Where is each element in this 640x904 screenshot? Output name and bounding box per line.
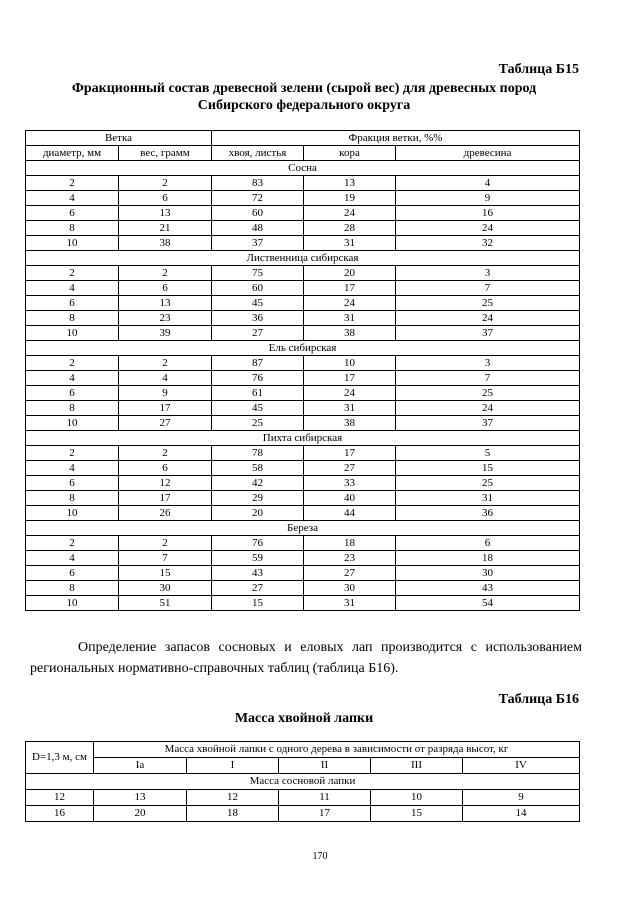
header-weight: вес, грамм xyxy=(119,146,212,161)
table-row xyxy=(26,476,580,491)
table-cell: 16 xyxy=(26,806,94,822)
table-cell: 10 xyxy=(26,236,119,251)
table-cell: 12 xyxy=(119,476,212,491)
table-cell: 15 xyxy=(396,461,580,476)
table-cell: 10 xyxy=(371,790,463,806)
table-cell: 21 xyxy=(119,221,212,236)
table-cell: 24 xyxy=(304,206,396,221)
table-b15 xyxy=(25,130,580,611)
table-cell: 36 xyxy=(396,506,580,521)
table-cell: 37 xyxy=(396,326,580,341)
table-row xyxy=(26,281,580,296)
table-cell: 20 xyxy=(212,506,304,521)
group-name: Ель сибирская xyxy=(26,341,580,356)
table-cell: 10 xyxy=(26,506,119,521)
table-b16 xyxy=(25,741,580,822)
table-cell: 30 xyxy=(119,581,212,596)
header-branch: Ветка xyxy=(26,131,212,146)
table-cell: 6 xyxy=(396,536,580,551)
table-cell: 7 xyxy=(396,371,580,386)
table-cell: 2 xyxy=(119,446,212,461)
table-b15-title xyxy=(25,80,583,114)
table-cell: 13 xyxy=(304,176,396,191)
group-row xyxy=(26,251,580,266)
table-row xyxy=(26,506,580,521)
table-cell: 24 xyxy=(396,401,580,416)
table-cell: 15 xyxy=(371,806,463,822)
table-row xyxy=(26,386,580,401)
table-b15-title-line1: Фракционный состав древесной зелени (сырой вес) для древесных пород xyxy=(71,81,537,96)
table-row xyxy=(26,236,580,251)
table-cell: 40 xyxy=(304,491,396,506)
header-fraction: Фракция ветки, %% xyxy=(212,131,580,146)
table-cell: 4 xyxy=(26,551,119,566)
table-cell: 25 xyxy=(396,476,580,491)
table-row xyxy=(26,191,580,206)
table-cell: 76 xyxy=(212,371,304,386)
table-cell: 76 xyxy=(212,536,304,551)
table-cell: 10 xyxy=(304,356,396,371)
table-cell: 4 xyxy=(26,371,119,386)
table-cell: 38 xyxy=(304,416,396,431)
table-cell: 51 xyxy=(119,596,212,611)
table-row xyxy=(26,206,580,221)
header-wood: древесина xyxy=(396,146,580,161)
table-b15-label: Таблица Б15 xyxy=(498,62,579,77)
table-cell: 72 xyxy=(212,191,304,206)
table-cell: 6 xyxy=(119,191,212,206)
table-cell: 38 xyxy=(119,236,212,251)
page-number: 170 xyxy=(312,851,328,862)
table-cell: 6 xyxy=(119,461,212,476)
table-cell: 20 xyxy=(94,806,187,822)
table-cell: 43 xyxy=(212,566,304,581)
table-cell: 4 xyxy=(396,176,580,191)
table-cell: 30 xyxy=(396,566,580,581)
section-name: Масса сосновой лапки xyxy=(26,774,580,790)
table-cell: 39 xyxy=(119,326,212,341)
table-cell: 12 xyxy=(26,790,94,806)
table-cell: 19 xyxy=(304,191,396,206)
table-b16-label: Таблица Б16 xyxy=(498,692,579,707)
table-cell: 2 xyxy=(26,266,119,281)
table-row xyxy=(26,356,580,371)
table-row xyxy=(26,596,580,611)
table-row xyxy=(26,296,580,311)
group-name: Сосна xyxy=(26,161,580,176)
table-cell: 25 xyxy=(396,296,580,311)
table-cell: 44 xyxy=(304,506,396,521)
table-row xyxy=(26,566,580,581)
table-cell: 27 xyxy=(304,461,396,476)
table-cell: 37 xyxy=(396,416,580,431)
table-cell: 17 xyxy=(304,446,396,461)
table-cell: 25 xyxy=(212,416,304,431)
group-name: Пихта сибирская xyxy=(26,431,580,446)
table-cell: 10 xyxy=(26,416,119,431)
table-cell: 8 xyxy=(26,581,119,596)
table-cell: 60 xyxy=(212,281,304,296)
table-cell: 17 xyxy=(119,491,212,506)
table-cell: 31 xyxy=(304,596,396,611)
table-cell: 5 xyxy=(396,446,580,461)
table-cell: 58 xyxy=(212,461,304,476)
table-cell: 9 xyxy=(119,386,212,401)
table-cell: 12 xyxy=(187,790,279,806)
table-cell: 15 xyxy=(119,566,212,581)
group-row xyxy=(26,161,580,176)
table-cell: 18 xyxy=(396,551,580,566)
table-cell: 29 xyxy=(212,491,304,506)
table-cell: 61 xyxy=(212,386,304,401)
table-cell: 8 xyxy=(26,401,119,416)
table-cell: 8 xyxy=(26,221,119,236)
table-cell: 6 xyxy=(26,296,119,311)
table-cell: 6 xyxy=(26,476,119,491)
table-cell: 60 xyxy=(212,206,304,221)
table-row xyxy=(26,176,580,191)
table-cell: 6 xyxy=(26,566,119,581)
header-needles: хвоя, листья xyxy=(212,146,304,161)
table-cell: 42 xyxy=(212,476,304,491)
table-cell: 24 xyxy=(396,311,580,326)
table-cell: 24 xyxy=(396,221,580,236)
table-cell: 18 xyxy=(304,536,396,551)
table-row xyxy=(26,371,580,386)
table-cell: 7 xyxy=(119,551,212,566)
table-cell: 48 xyxy=(212,221,304,236)
table-cell: 75 xyxy=(212,266,304,281)
table-cell: 2 xyxy=(26,536,119,551)
table-cell: 4 xyxy=(26,461,119,476)
table-cell: 87 xyxy=(212,356,304,371)
table-cell: 31 xyxy=(304,311,396,326)
table-cell: 54 xyxy=(396,596,580,611)
table-cell: 16 xyxy=(396,206,580,221)
table-cell: 83 xyxy=(212,176,304,191)
table-cell: 13 xyxy=(119,206,212,221)
group-row xyxy=(26,431,580,446)
table-cell: 18 xyxy=(187,806,279,822)
table-row xyxy=(26,461,580,476)
header-height-class: Ia xyxy=(94,758,187,774)
group-name: Береза xyxy=(26,521,580,536)
table-row xyxy=(26,326,580,341)
table-row xyxy=(26,536,580,551)
table-cell: 23 xyxy=(304,551,396,566)
table-cell: 2 xyxy=(119,176,212,191)
table-row xyxy=(26,221,580,236)
table-cell: 3 xyxy=(396,266,580,281)
header-height-class: III xyxy=(371,758,463,774)
table-cell: 2 xyxy=(119,266,212,281)
table-cell: 43 xyxy=(396,581,580,596)
header-mass: Масса хвойной лапки с одного дерева в зависимости от разряда высот, кг xyxy=(94,742,580,758)
header-height-class: IV xyxy=(463,758,580,774)
header-bark: кора xyxy=(304,146,396,161)
header-diameter-d13: D=1,3 м, см xyxy=(26,742,94,774)
table-row xyxy=(26,581,580,596)
table-row xyxy=(26,806,580,822)
table-cell: 27 xyxy=(304,566,396,581)
table-cell: 2 xyxy=(26,446,119,461)
table-cell: 27 xyxy=(212,581,304,596)
table-cell: 4 xyxy=(26,281,119,296)
table-cell: 17 xyxy=(304,281,396,296)
table-cell: 31 xyxy=(304,236,396,251)
table-row xyxy=(26,311,580,326)
table-cell: 17 xyxy=(279,806,371,822)
table-cell: 10 xyxy=(26,326,119,341)
group-name: Лиственница сибирская xyxy=(26,251,580,266)
header-height-class: II xyxy=(279,758,371,774)
table-cell: 59 xyxy=(212,551,304,566)
table-b16-title: Масса хвойной лапки xyxy=(234,711,374,726)
table-cell: 17 xyxy=(119,401,212,416)
table-b15-title-line2: Сибирского федерального округа xyxy=(197,98,411,113)
table-cell: 28 xyxy=(304,221,396,236)
table-cell: 9 xyxy=(463,790,580,806)
table-cell: 31 xyxy=(304,401,396,416)
table-cell: 6 xyxy=(26,206,119,221)
table-cell: 4 xyxy=(26,191,119,206)
table-cell: 32 xyxy=(396,236,580,251)
table-row xyxy=(26,266,580,281)
table-cell: 31 xyxy=(396,491,580,506)
table-cell: 2 xyxy=(119,536,212,551)
section-row xyxy=(26,774,580,790)
table-cell: 6 xyxy=(119,281,212,296)
table-cell: 20 xyxy=(304,266,396,281)
table-cell: 14 xyxy=(463,806,580,822)
table-row xyxy=(26,446,580,461)
table-cell: 45 xyxy=(212,401,304,416)
table-cell: 78 xyxy=(212,446,304,461)
group-row xyxy=(26,521,580,536)
table-cell: 2 xyxy=(26,176,119,191)
table-cell: 26 xyxy=(119,506,212,521)
table-cell: 38 xyxy=(304,326,396,341)
table-cell: 3 xyxy=(396,356,580,371)
table-row xyxy=(26,416,580,431)
table-cell: 8 xyxy=(26,311,119,326)
table-cell: 13 xyxy=(94,790,187,806)
table-cell: 27 xyxy=(212,326,304,341)
table-cell: 11 xyxy=(279,790,371,806)
table-cell: 7 xyxy=(396,281,580,296)
group-row xyxy=(26,341,580,356)
table-cell: 9 xyxy=(396,191,580,206)
table-cell: 24 xyxy=(304,386,396,401)
table-cell: 45 xyxy=(212,296,304,311)
table-row xyxy=(26,401,580,416)
table-row xyxy=(26,551,580,566)
header-height-class: I xyxy=(187,758,279,774)
table-cell: 4 xyxy=(119,371,212,386)
table-cell: 13 xyxy=(119,296,212,311)
table-cell: 30 xyxy=(304,581,396,596)
table-cell: 15 xyxy=(212,596,304,611)
header-diameter: диаметр, мм xyxy=(26,146,119,161)
table-cell: 25 xyxy=(396,386,580,401)
table-row xyxy=(26,790,580,806)
table-row xyxy=(26,491,580,506)
body-paragraph: Определение запасов сосновых и еловых лап производится с использованием региональных нормативно-справочных таблиц (таблица Б16). xyxy=(30,640,582,676)
table-cell: 24 xyxy=(304,296,396,311)
table-cell: 33 xyxy=(304,476,396,491)
table-cell: 23 xyxy=(119,311,212,326)
table-cell: 10 xyxy=(26,596,119,611)
table-cell: 17 xyxy=(304,371,396,386)
table-cell: 27 xyxy=(119,416,212,431)
table-cell: 37 xyxy=(212,236,304,251)
table-cell: 2 xyxy=(119,356,212,371)
table-cell: 8 xyxy=(26,491,119,506)
table-cell: 6 xyxy=(26,386,119,401)
table-cell: 2 xyxy=(26,356,119,371)
table-cell: 36 xyxy=(212,311,304,326)
